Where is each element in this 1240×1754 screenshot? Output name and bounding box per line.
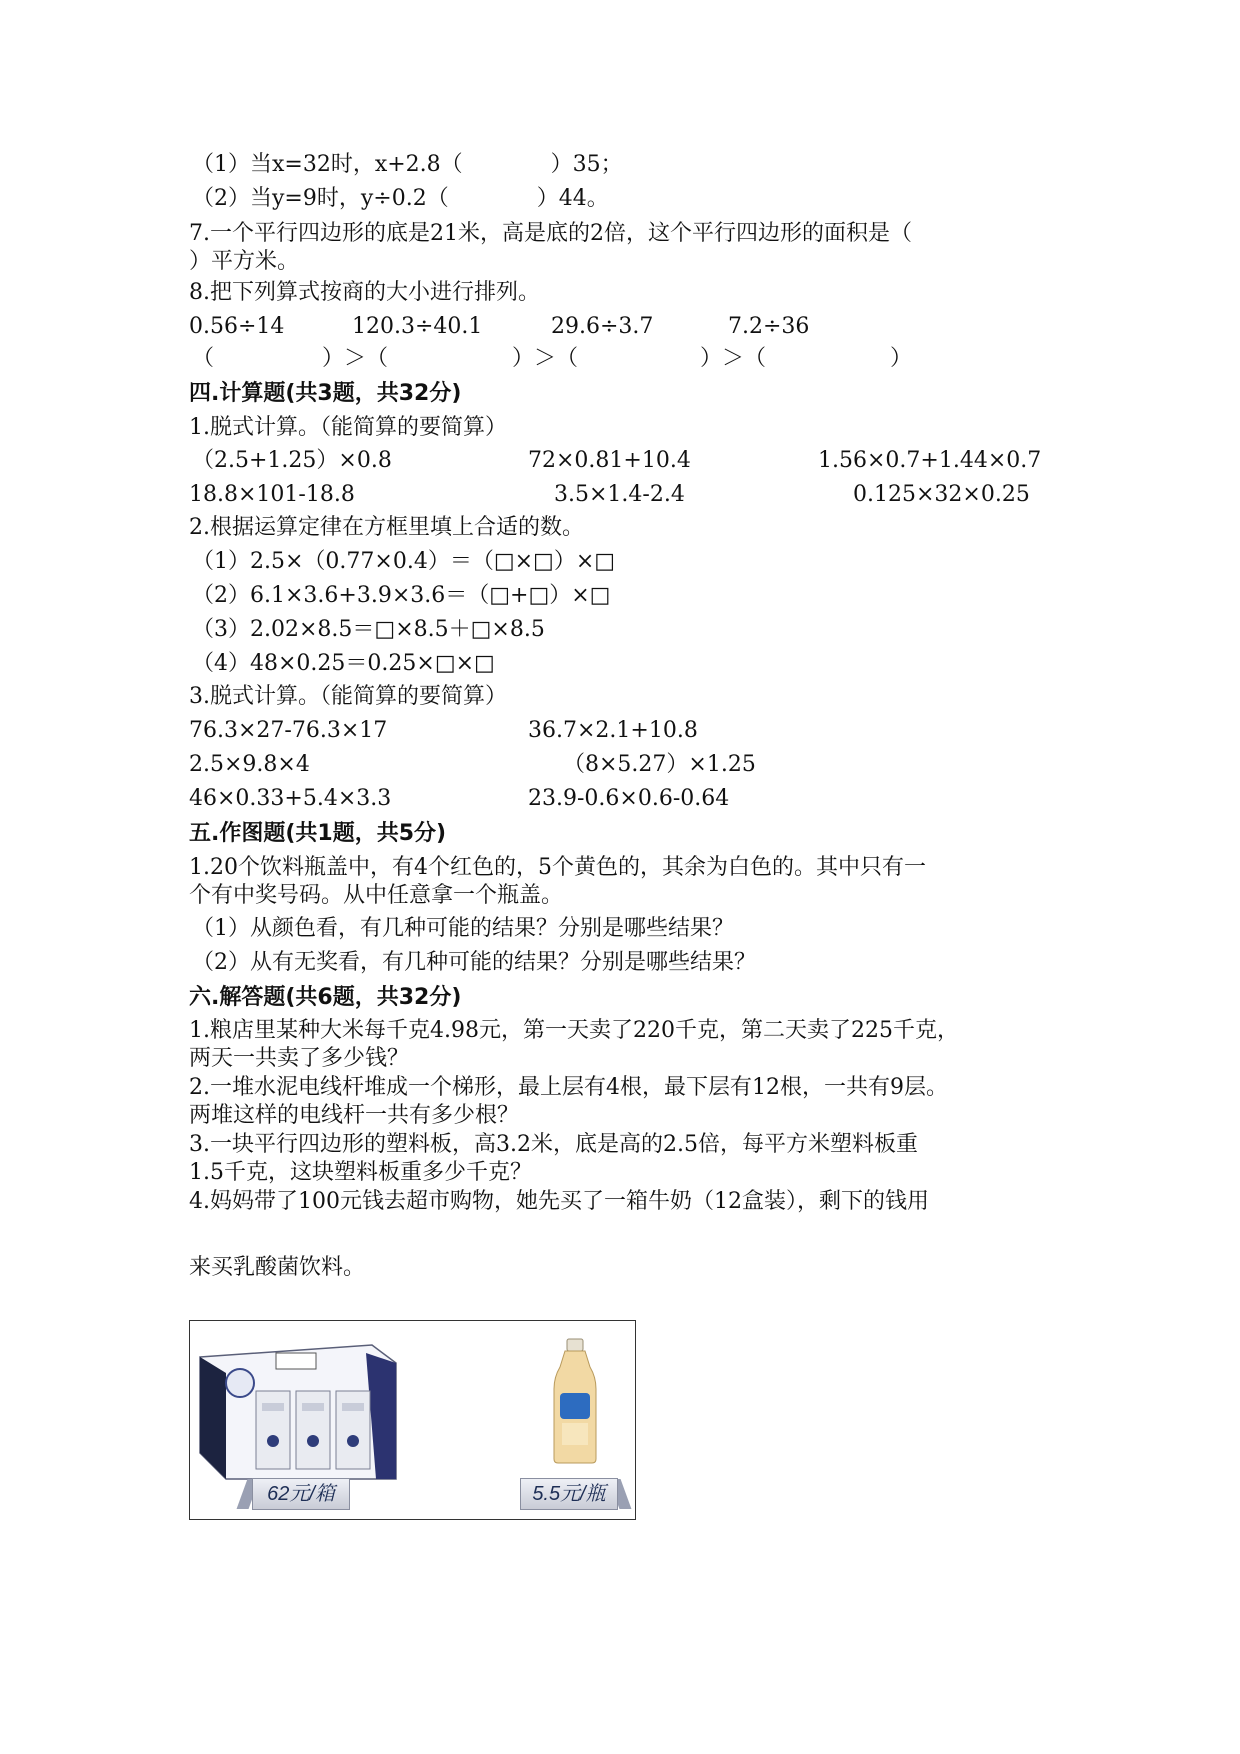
drink-price-tag: 5.5元/瓶 — [520, 1478, 618, 1510]
s6-q4-line1: 4.妈妈带了100元钱去超市购物，她先买了一箱牛奶（12盒装），剩下的钱用 — [189, 1189, 929, 1214]
section4-title: 四.计算题(共3题，共32分) — [189, 381, 462, 406]
milk-box-image — [196, 1333, 402, 1483]
milk-price-tag: 62元/箱 — [252, 1478, 350, 1510]
s6-q1-line1: 1.粮店里某种大米每千克4.98元，第一天卖了220千克，第二天卖了225千克， — [189, 1018, 959, 1043]
q7-line2: ）平方米。 — [189, 249, 300, 274]
q8-order-gt-2: ）＞（ — [512, 346, 579, 371]
s4-q1-expr-3: 1.56×0.7+1.44×0.7 — [818, 448, 1042, 473]
yakult-bottle-image — [552, 1337, 598, 1465]
s5-q1-line2: 个有中奖号码。从中任意拿一个瓶盖。 — [189, 883, 564, 908]
s4-q2-item-3: （3）2.02×8.5＝□×8.5＋□×8.5 — [192, 617, 545, 642]
s4-q3-expr-4: （8×5.27）×1.25 — [563, 752, 756, 777]
q8-expr-3: 29.6÷3.7 — [551, 314, 654, 339]
q8-expr-2: 120.3÷40.1 — [352, 314, 483, 339]
s4-q3-expr-5: 46×0.33+5.4×3.3 — [189, 786, 392, 811]
s4-q1-expr-6: 0.125×32×0.25 — [853, 482, 1030, 507]
q8-order-gt-3: ）＞（ — [700, 346, 767, 371]
q6-part1: （1）当x=32时，x+2.8（ ）35； — [192, 152, 623, 177]
s4-q1-expr-1: （2.5+1.25）×0.8 — [192, 448, 392, 473]
s4-q1-expr-5: 3.5×1.4-2.4 — [554, 482, 685, 507]
s4-q3-expr-1: 76.3×27-76.3×17 — [189, 718, 388, 743]
s4-q1-expr-2: 72×0.81+10.4 — [528, 448, 691, 473]
section6-title: 六.解答题(共6题，共32分) — [189, 985, 462, 1010]
s4-q1-title: 1.脱式计算。（能简算的要简算） — [189, 415, 507, 440]
q8-order-open: （ — [192, 346, 215, 371]
q8-order-close: ） — [890, 346, 913, 371]
q8-order-gt-1: ）＞（ — [322, 346, 389, 371]
s4-q2-item-2: （2）6.1×3.6+3.9×3.6＝（□+□）×□ — [192, 583, 611, 608]
s5-q1-part2: （2）从有无奖看，有几种可能的结果？分别是哪些结果？ — [192, 950, 756, 975]
s4-q1-expr-4: 18.8×101-18.8 — [189, 482, 355, 507]
s6-q1-line2: 两天一共卖了多少钱？ — [189, 1046, 410, 1071]
s4-q3-expr-6: 23.9-0.6×0.6-0.64 — [528, 786, 730, 811]
s5-q1-part1: （1）从颜色看，有几种可能的结果？分别是哪些结果？ — [192, 916, 734, 941]
s4-q3-title: 3.脱式计算。（能简算的要简算） — [189, 684, 507, 709]
section5-title: 五.作图题(共1题，共5分) — [189, 821, 447, 846]
q8-expr-4: 7.2÷36 — [728, 314, 810, 339]
s6-q2-line2: 两堆这样的电线杆一共有多少根？ — [189, 1103, 520, 1128]
product-figure — [189, 1320, 636, 1520]
q8-title: 8.把下列算式按商的大小进行排列。 — [189, 280, 540, 305]
s4-q3-expr-3: 2.5×9.8×4 — [189, 752, 310, 777]
s6-q2-line1: 2.一堆水泥电线杆堆成一个梯形，最上层有4根，最下层有12根，一共有9层。 — [189, 1075, 948, 1100]
s6-q3-line1: 3.一块平行四边形的塑料板，高3.2米，底是高的2.5倍，每平方米塑料板重 — [189, 1132, 918, 1157]
s4-q2-title: 2.根据运算定律在方框里填上合适的数。 — [189, 515, 584, 540]
q6-part2: （2）当y=9时，y÷0.2（ ）44。 — [192, 186, 609, 211]
s5-q1-line1: 1.20个饮料瓶盖中，有4个红色的，5个黄色的，其余为白色的。其中只有一 — [189, 855, 926, 880]
q8-expr-1: 0.56÷14 — [189, 314, 285, 339]
s6-q3-line2: 1.5千克，这块塑料板重多少千克？ — [189, 1160, 532, 1185]
s4-q3-expr-2: 36.7×2.1+10.8 — [528, 718, 698, 743]
s6-q4-line2: 来买乳酸菌饮料。 — [189, 1255, 366, 1280]
s4-q2-item-1: （1）2.5×（0.77×0.4）＝（□×□）×□ — [192, 549, 616, 574]
q7-line1: 7.一个平行四边形的底是21米，高是底的2倍，这个平行四边形的面积是（ — [189, 221, 912, 246]
s4-q2-item-4: （4）48×0.25＝0.25×□×□ — [192, 651, 495, 676]
